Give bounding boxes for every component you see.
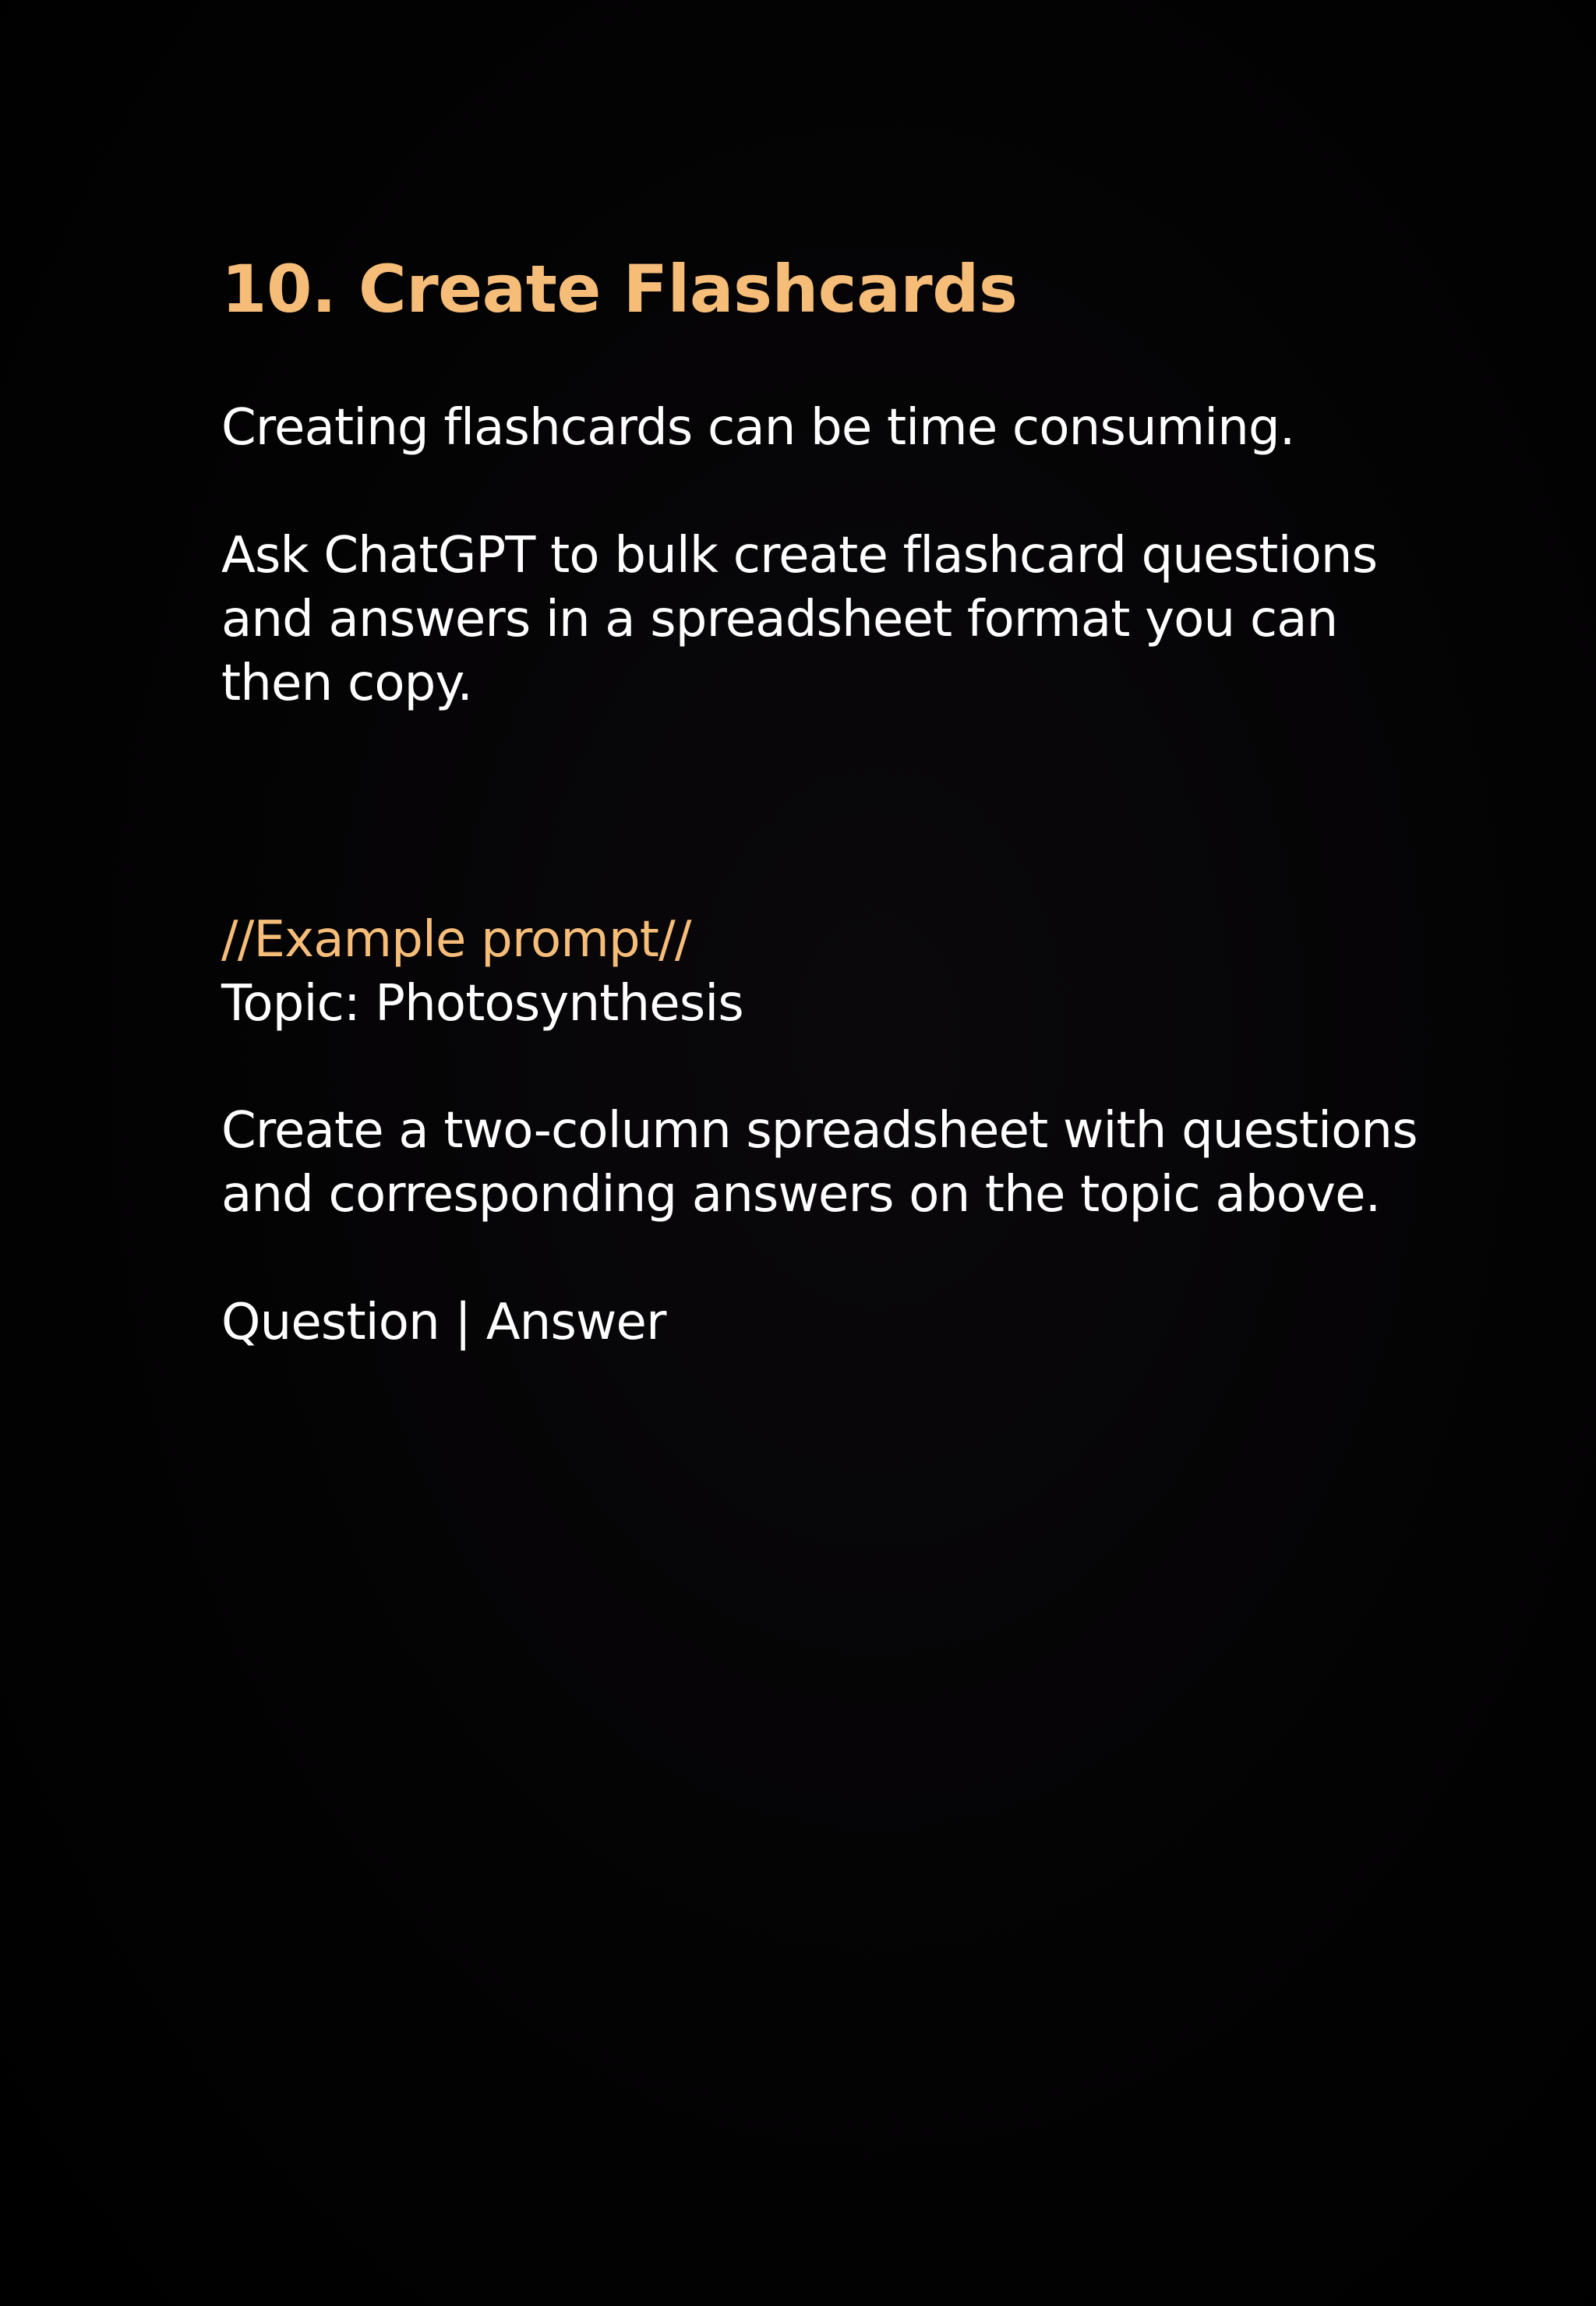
prompt-line: and corresponding answers on the topic above. — [221, 1166, 1381, 1224]
page-title: 10. Create Flashcards — [221, 251, 1018, 327]
instruction-line: Ask ChatGPT to bulk create flashcard questions — [221, 527, 1378, 584]
intro-text: Creating flashcards can be time consuming. — [221, 399, 1295, 457]
prompt-paragraph — [221, 1099, 1418, 1227]
instruction-paragraph — [221, 524, 1377, 715]
instruction-line: and answers in a spreadsheet format you can — [221, 591, 1338, 648]
instruction-line: then copy. — [221, 655, 473, 712]
prompt-line: Create a two-column spreadsheet with questions — [221, 1102, 1418, 1160]
topic-line: Topic: Photosynthesis — [221, 975, 743, 1033]
format-line: Question | Answer — [221, 1294, 666, 1351]
example-heading: //Example prompt// — [221, 911, 691, 969]
